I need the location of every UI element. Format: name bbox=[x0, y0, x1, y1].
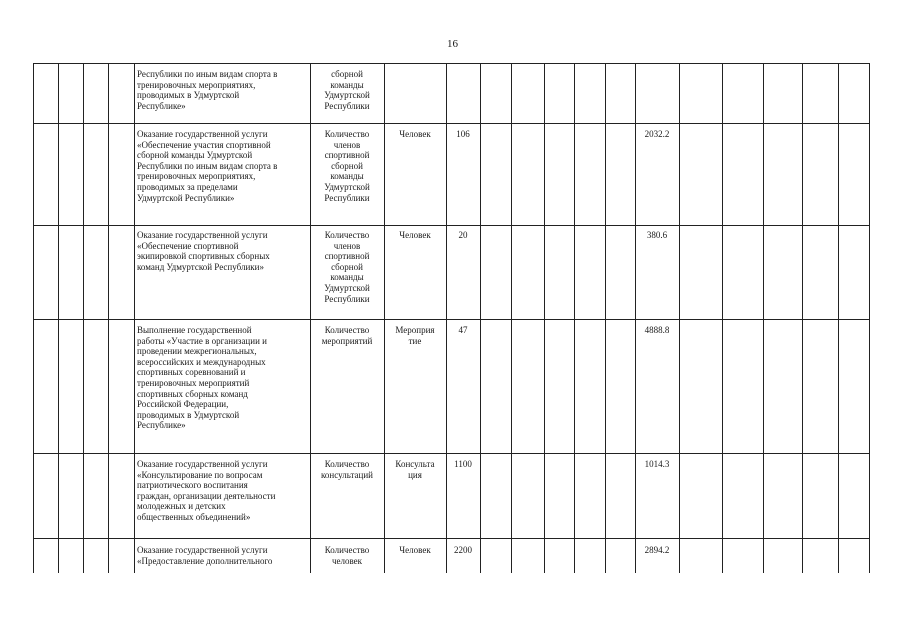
column-divider bbox=[480, 63, 481, 573]
row-3-value: 20 bbox=[458, 230, 468, 240]
row-3-description: Оказание государственной услуги «Обеспечение спортивной экипировкой спортивных сборных команд Удмуртской Республики» bbox=[137, 230, 270, 272]
column-divider bbox=[869, 63, 870, 573]
column-divider bbox=[679, 63, 680, 573]
row-divider bbox=[33, 538, 870, 539]
row-4-measure: Количество мероприятий bbox=[321, 325, 373, 346]
row-divider bbox=[33, 319, 870, 320]
row-5-unit: Консульта ция bbox=[395, 459, 435, 480]
row-6-unit: Человек bbox=[399, 545, 431, 555]
column-divider bbox=[58, 63, 59, 573]
row-5-value: 1100 bbox=[454, 459, 472, 469]
row-3-unit: Человек bbox=[399, 230, 431, 240]
row-5-measure: Количество консультаций bbox=[321, 459, 373, 480]
column-divider bbox=[134, 63, 135, 573]
row-4-unit: Мероприя тие bbox=[395, 325, 435, 346]
column-divider bbox=[511, 63, 512, 573]
row-5-description: Оказание государственной услуги «Консультирование по вопросам патриотического воспитания граждан, организации деятельности молодежных и детских общественных объединений» bbox=[137, 459, 276, 522]
row-1-description: Республики по иным видам спорта в тренировочных мероприятиях, проводимых в Удмуртской Республике» bbox=[137, 69, 278, 111]
row-4-value: 47 bbox=[458, 325, 468, 335]
row-2-measure: Количество членов спортивной сборной команды Удмуртской Республики bbox=[324, 129, 370, 203]
column-divider bbox=[574, 63, 575, 573]
column-divider bbox=[108, 63, 109, 573]
row-2-unit: Человек bbox=[399, 129, 431, 139]
column-divider bbox=[802, 63, 803, 573]
row-4-description: Выполнение государственной работы «Участие в организации и проведении межрегиональных, всероссийских и международных спортивных соревнований и тренировочных мероприятий спортивных сборных команд Российской Федерации, проводимых в Удмуртской Республике» bbox=[137, 325, 267, 431]
row-3-cost: 380.6 bbox=[646, 230, 668, 240]
page-number: 16 bbox=[447, 38, 458, 50]
row-6-description: Оказание государственной услуги «Предоставление дополнительного bbox=[137, 545, 273, 566]
column-divider bbox=[33, 63, 34, 573]
row-6-measure: Количество человек bbox=[324, 545, 370, 566]
row-2-value: 106 bbox=[456, 129, 470, 139]
row-1-measure: сборной команды Удмуртской Республики bbox=[324, 69, 370, 111]
column-divider bbox=[83, 63, 84, 573]
column-divider bbox=[763, 63, 764, 573]
row-divider bbox=[33, 225, 870, 226]
column-divider bbox=[838, 63, 839, 573]
budget-table bbox=[33, 63, 870, 573]
row-3-measure: Количество членов спортивной сборной команды Удмуртской Республики bbox=[324, 230, 370, 304]
row-divider bbox=[33, 453, 870, 454]
row-5-cost: 1014.3 bbox=[644, 459, 670, 469]
row-2-cost: 2032.2 bbox=[644, 129, 670, 139]
row-2-description: Оказание государственной услуги «Обеспечение участия спортивной сборной команды Удмуртской Республики по иным видам спорта в тренировочных мероприятиях, проводимых за пределами Удмуртской Республики» bbox=[137, 129, 278, 203]
column-divider bbox=[635, 63, 636, 573]
column-divider bbox=[544, 63, 545, 573]
row-divider bbox=[33, 123, 870, 124]
row-divider bbox=[33, 63, 870, 64]
row-6-cost: 2894.2 bbox=[644, 545, 670, 555]
row-6-value: 2200 bbox=[454, 545, 472, 555]
column-divider bbox=[605, 63, 606, 573]
row-4-cost: 4888.8 bbox=[644, 325, 670, 335]
column-divider bbox=[722, 63, 723, 573]
